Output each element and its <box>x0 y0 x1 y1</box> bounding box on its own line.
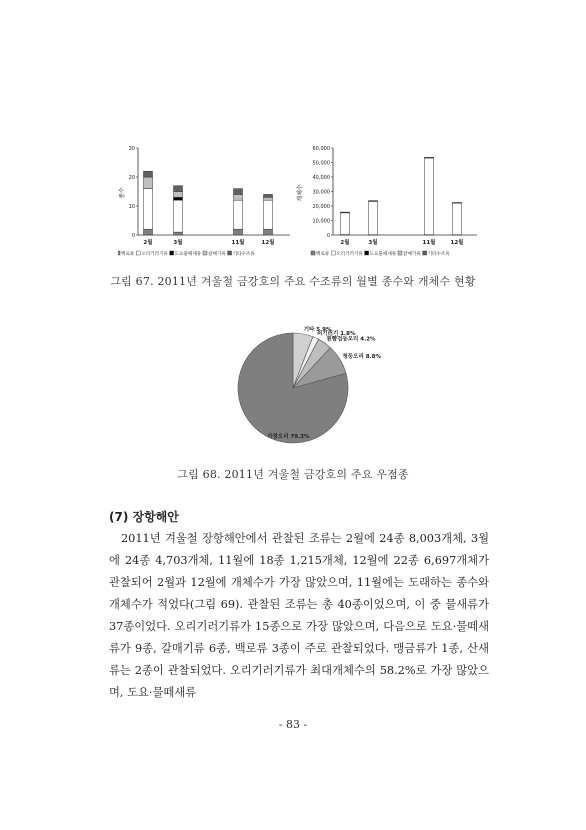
left-bar-segment <box>174 192 183 198</box>
left-bar-segment <box>264 200 273 229</box>
figure-68-caption: 그림 68. 2011년 겨울철 금강호의 주요 우점종 <box>177 468 409 481</box>
page-number: - 83 - <box>278 718 308 731</box>
left-legend-label: 오리기러기류 <box>141 252 168 257</box>
left-bar-segment <box>264 197 273 200</box>
left-legend-swatch <box>170 251 174 255</box>
right-legend-swatch <box>398 251 402 255</box>
right-xtick-label: 12월 <box>450 240 464 246</box>
right-bar-segment <box>369 201 378 202</box>
left-bar-segment <box>174 186 183 192</box>
species-count-chart <box>118 138 296 263</box>
left-bar-segment <box>234 229 243 235</box>
right-bar-segment <box>369 201 378 234</box>
right-legend-label: 오리기러기류 <box>336 252 363 257</box>
left-legend-label: 갈매기류 <box>208 252 226 257</box>
right-bar-segment <box>341 212 350 213</box>
left-bar-segment <box>144 229 153 235</box>
body-paragraph: 2011년 겨울철 장항해안에서 관찰된 조류는 2월에 24종 8,003개체, 3월에 24종 4,703개체, 11월에 18종 1,215개체, 12월에 22종 6,697개체가 관찰되어 2월과 12월에 개체수가 가장 많았으며, 11월에는 도래하는 종수와 개체수가 적었다(그림 69). 관찰된 조류는 총 40종이었으며, 이 중 물새류가 37종이었다. 오리기러기류가 15종으로 가장 많았으며, 다음으로 도요·물떼새류가 9종, 갈매기류 6종, 백로류 3종이 주로 관찰되었다. 맹금류가 1종, 산새류는 2종이 관찰되었다. 오리기러기류가 최대개체수의 58.2%로 가장 많았으며, 도요·물떼새류 <box>109 532 489 699</box>
left-bar-segment <box>264 229 273 235</box>
left-bar-segment <box>144 189 153 230</box>
left-bar-segment <box>174 200 183 232</box>
right-legend-label: 기타수조류 <box>427 252 450 257</box>
right-chart-legend <box>311 250 450 257</box>
individual-count-chart <box>295 138 485 263</box>
pie-slice-label: 쇠기러기 1.8% <box>317 331 356 338</box>
pie-slice-label: 흰뺨검둥오리 4.2% <box>326 336 376 343</box>
right-bar-segment <box>425 157 434 158</box>
left-legend-swatch <box>136 251 140 255</box>
left-xtick-label: 12월 <box>261 240 275 246</box>
left-chart-ylabel: 종수 <box>119 187 126 199</box>
right-ytick-label: 10,000 <box>312 218 330 225</box>
left-bar-segment <box>144 171 153 177</box>
left-xtick-label: 3월 <box>173 240 183 246</box>
left-xtick-label: 2월 <box>143 240 153 246</box>
left-legend-label: 기타수조류 <box>232 252 255 257</box>
right-legend-swatch <box>365 251 369 255</box>
pie-slice-label: 청둥오리 8.8% <box>342 353 381 360</box>
right-legend-label: 도요물떼새류 <box>369 252 397 257</box>
section-title: (7) 장항해안 <box>109 510 179 524</box>
right-legend-label: 갈매기류 <box>403 252 421 257</box>
left-legend-swatch <box>118 251 120 255</box>
right-ytick-label: 50,000 <box>312 160 330 167</box>
pie-slice-label: 기타 5.9% <box>303 326 332 333</box>
right-legend-label: 백로류 <box>316 252 330 257</box>
right-legend-swatch <box>423 251 427 255</box>
left-ytick-label: 20 <box>128 175 135 181</box>
left-ytick-label: 10 <box>128 204 135 210</box>
right-xtick-label: 3월 <box>368 240 378 246</box>
left-legend-label: 도요물떼새류 <box>174 252 202 257</box>
left-ytick-label: 0 <box>131 233 135 239</box>
left-legend-swatch <box>228 251 232 255</box>
right-bar-segment <box>425 158 434 235</box>
right-ytick-label: 60,000 <box>312 146 330 152</box>
right-xtick-label: 11월 <box>422 240 436 246</box>
left-legend-label: 백로류 <box>121 252 135 257</box>
right-xtick-label: 2월 <box>340 240 350 246</box>
left-chart-legend <box>118 250 255 257</box>
figure-67-caption: 그림 67. 2011년 겨울철 금강호의 주요 수조류의 월별 종수와 개체수 현황 <box>110 275 476 288</box>
right-bar-segment <box>453 203 462 204</box>
left-xtick-label: 11월 <box>231 240 245 246</box>
right-chart-ylabel: 개체수 <box>297 184 304 202</box>
left-bar-segment <box>144 177 153 189</box>
left-bar-segment <box>174 197 183 200</box>
left-ytick-label: 30 <box>128 146 135 152</box>
left-bar-segment <box>264 194 273 197</box>
right-ytick-label: 40,000 <box>312 175 330 181</box>
left-legend-swatch <box>203 251 207 255</box>
right-ytick-label: 30,000 <box>312 189 330 196</box>
right-bar-segment <box>341 213 350 235</box>
left-bar-segment <box>174 232 183 235</box>
right-ytick-label: 0 <box>326 233 330 239</box>
pie-slice-label: 가창오리 79.3% <box>267 434 310 441</box>
right-ytick-label: 20,000 <box>312 204 330 210</box>
right-bar-segment <box>453 203 462 235</box>
left-bar-segment <box>234 189 243 195</box>
dominant-species-pie-chart <box>180 308 400 453</box>
right-legend-swatch <box>311 251 315 255</box>
right-legend-swatch <box>331 251 335 255</box>
left-bar-segment <box>234 194 243 200</box>
left-bar-segment <box>234 200 243 229</box>
